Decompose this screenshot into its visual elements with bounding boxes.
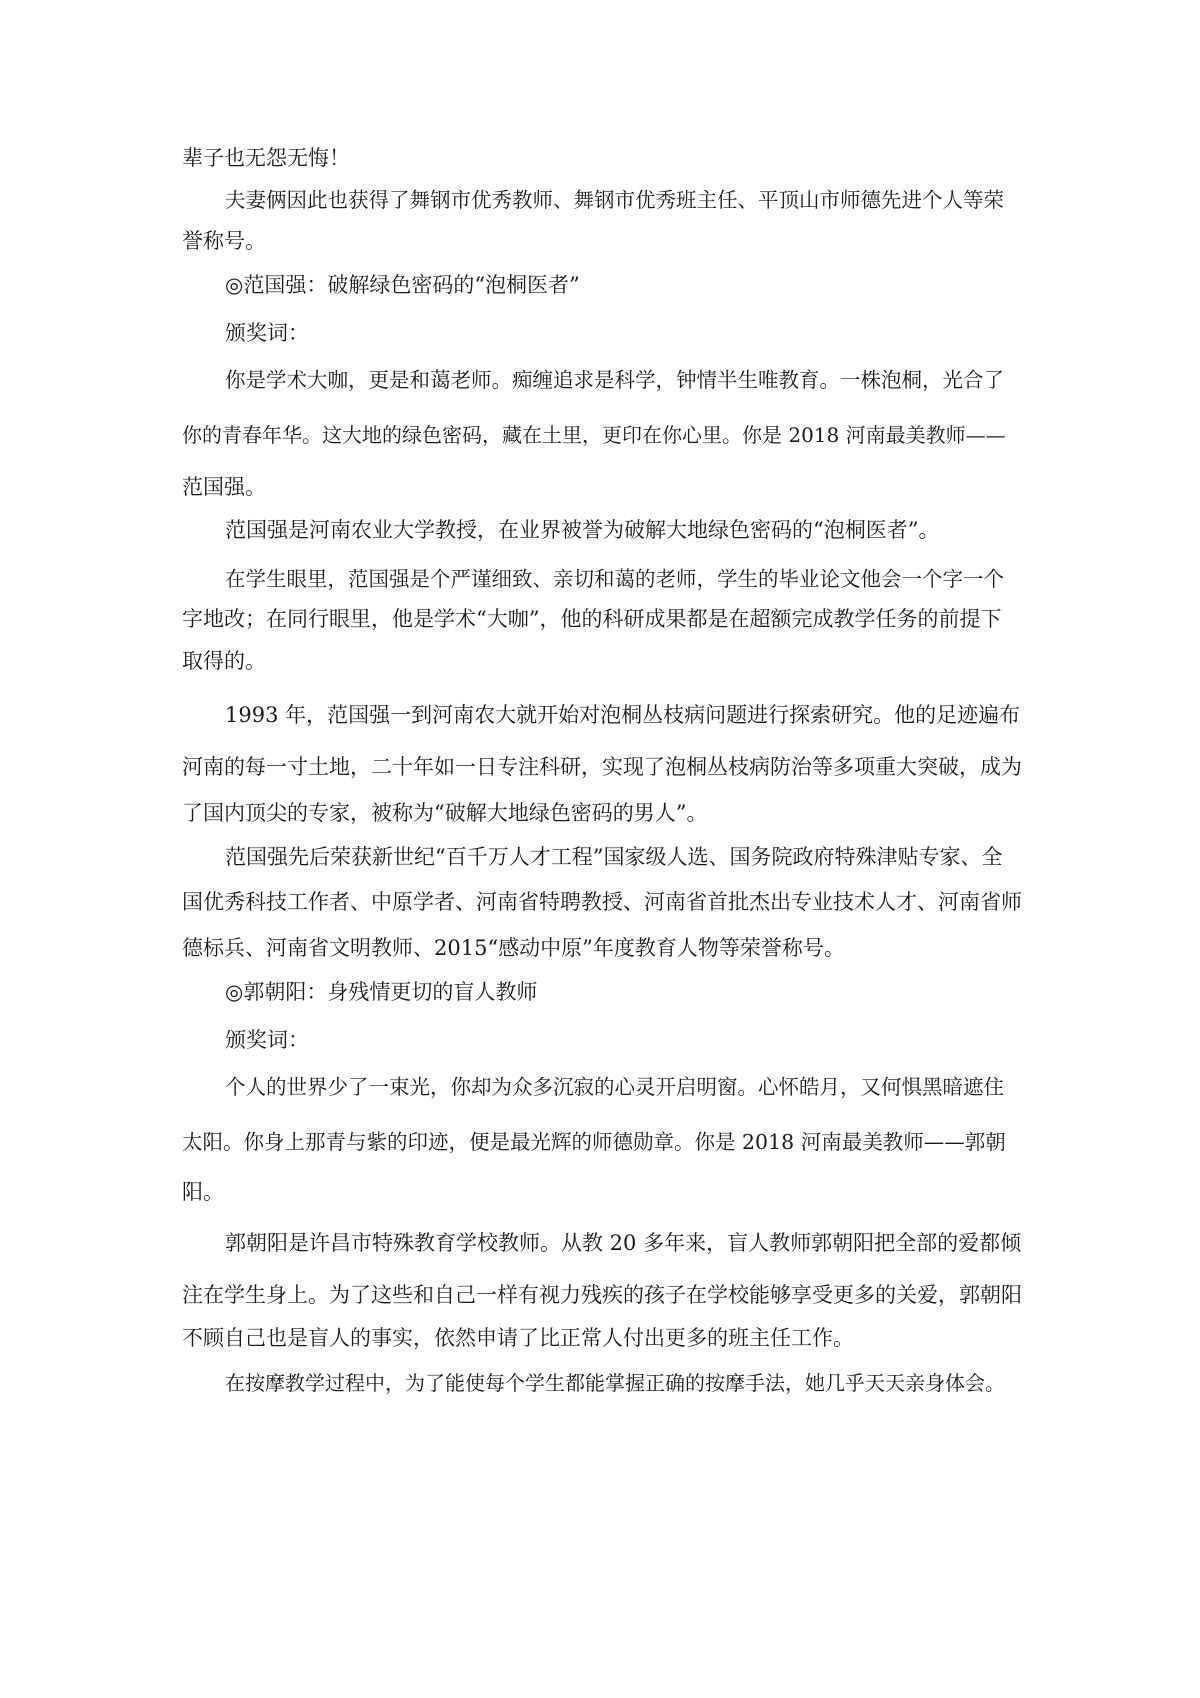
text-line: 个人的世界少了一束光，你却为众多沉寂的心灵开启明窗。心怀皓月，又何惧黑暗遮住: [225, 1075, 1004, 1099]
text-line: 河南的每一寸土地，二十年如一日专注科研，实现了泡桐丛枝病防治等多项重大突破，成为: [182, 755, 1022, 779]
text-line: 阳。: [182, 1180, 224, 1204]
text-line: 范国强。: [182, 475, 266, 499]
award-label: 颁奖词：: [225, 321, 309, 345]
text-line: 你的青春年华。这大地的绿色密码，藏在土里，更印在你心里。你是 2018 河南最美教师——: [182, 423, 1006, 447]
text-line: 字地改；在同行眼里，他是学术“大咖”，他的科研成果都是在超额完成教学任务的前提下: [182, 607, 1002, 631]
text-line: 取得的。: [182, 649, 266, 673]
text-line: 范国强先后荣获新世纪“百千万人才工程”国家级人选、国务院政府特殊津贴专家、全: [225, 845, 1003, 869]
text-line: 国优秀科技工作者、中原学者、河南省特聘教授、河南省首批杰出专业技术人才、河南省师: [182, 890, 1022, 914]
text-line: 1993 年，范国强一到河南农大就开始对泡桐丛枝病问题进行探索研究。他的足迹遍布: [225, 703, 1021, 727]
text-line: 郭朝阳是许昌市特殊教育学校教师。从教 20 多年来，盲人教师郭朝阳把全部的爱都倾: [225, 1231, 1022, 1255]
text-line: 在按摩教学过程中，为了能使每个学生都能掌握正确的按摩手法，她几乎天天亲身体会。: [225, 1371, 1005, 1395]
section-heading: ◎范国强：破解绿色密码的“泡桐医者”: [225, 273, 580, 297]
text-line: 注在学生身上。为了这些和自己一样有视力残疾的孩子在学校能够享受更多的关爱，郭朝阳: [182, 1283, 1022, 1307]
section-heading: ◎郭朝阳：身残情更切的盲人教师: [225, 980, 538, 1004]
text-line: 誉称号。: [182, 229, 266, 253]
text-line: 在学生眼里，范国强是个严谨细致、亲切和蔼的老师，学生的毕业论文他会一个字一个: [225, 567, 1004, 591]
text-line: 辈子也无怨无悔！: [182, 146, 350, 170]
text-line: 你是学术大咖，更是和蔼老师。痴缠追求是科学，钟情半生唯教育。一株泡桐，光合了: [225, 368, 1004, 392]
text-line: 不顾自己也是盲人的事实，依然申请了比正常人付出更多的班主任工作。: [182, 1326, 854, 1350]
text-line: 太阳。你身上那青与紫的印迹，便是最光辉的师德勋章。你是 2018 河南最美教师——郭朝: [182, 1130, 1006, 1154]
award-label: 颁奖词：: [225, 1028, 309, 1052]
text-line: 德标兵、河南省文明教师、2015“感动中原”年度教育人物等荣誉称号。: [182, 936, 845, 960]
text-line: 范国强是河南农业大学教授，在业界被誉为破解大地绿色密码的“泡桐医者”。: [225, 518, 940, 542]
text-line: 夫妻俩因此也获得了舞钢市优秀教师、舞钢市优秀班主任、平顶山市师德先进个人等荣: [225, 188, 1004, 212]
text-line: 了国内顶尖的专家，被称为“破解大地绿色密码的男人”。: [182, 801, 708, 825]
